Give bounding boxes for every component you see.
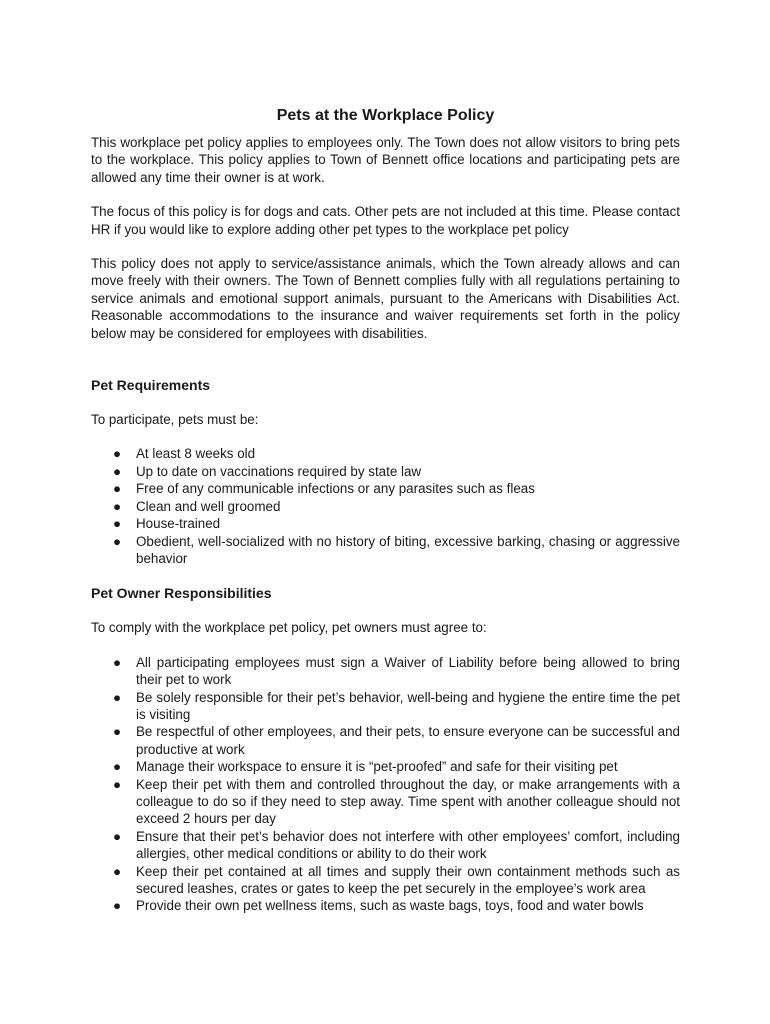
bullet-icon: ●	[113, 724, 122, 740]
list-item: ● Be solely responsible for their pet’s behavior, well-being and hygiene the entire time the pet is visiting	[113, 689, 680, 722]
list-item: ● Manage their workspace to ensure it is “pet-proofed” and safe for their visiting pet	[113, 759, 618, 775]
intro-paragraph-1: This workplace pet policy applies to employees only. The Town does not allow visitors to bring pets to the workplace. This policy applies to Town of Bennett office locations and participating pets are allowed any time their owner is at work.	[91, 135, 680, 185]
bullet-icon: ●	[113, 828, 122, 844]
bullet-icon: ●	[113, 863, 122, 879]
list-item: ● House-trained	[113, 516, 221, 532]
list-item: ● At least 8 weeks old	[113, 446, 256, 462]
list-item: ● Be respectful of other employees, and their pets, to ensure everyone can be successful and productive at work	[113, 724, 680, 757]
list-item: ● Ensure that their pet’s behavior does not interfere with other employees’ comfort, including allergies, other medical conditions or ability to do their work	[113, 828, 680, 862]
bullet-icon: ●	[113, 463, 122, 479]
section-heading-pet-owner-responsibilities: Pet Owner Responsibilities	[91, 585, 272, 602]
pet-owner-responsibilities-list	[91, 654, 680, 915]
bullet-icon: ●	[113, 516, 122, 532]
list-item: ● Keep their pet contained at all times and supply their own containment methods such as secured leashes, crates or gates to keep the pet securely in the employee’s work area	[113, 863, 680, 896]
list-item: ● All participating employees must sign a Waiver of Liability before being allowed to bring their pet to work	[113, 654, 680, 688]
list-item: ● Provide their own pet wellness items, such as waste bags, toys, food and water bowls	[113, 898, 644, 914]
bullet-icon: ●	[113, 498, 122, 514]
page-title: Pets at the Workplace Policy	[276, 107, 495, 124]
bullet-icon: ●	[113, 689, 122, 705]
bullet-icon: ●	[113, 533, 122, 549]
section-lead-pet-requirements: To participate, pets must be:	[91, 412, 259, 428]
bullet-icon: ●	[113, 776, 122, 792]
list-item: ● Clean and well groomed	[113, 498, 281, 514]
list-item: ● Obedient, well-socialized with no history of biting, excessive barking, chasing or aggressive behavior	[113, 533, 680, 566]
bullet-icon: ●	[113, 446, 122, 462]
intro-paragraph-3: This policy does not apply to service/assistance animals, which the Town already allows and can move freely with their owners. The Town of Bennett complies fully with all regulations pertaining to service animals and emotional support animals, pursuant to the Americans with Disabilities Act. Reasonable accommodations to the insurance and waiver requirements set forth in the policy below may be considered for employees with disabilities.	[91, 256, 680, 341]
document-body	[91, 106, 680, 915]
bullet-icon: ●	[113, 759, 122, 775]
pet-requirements-list	[91, 445, 680, 567]
section-heading-pet-requirements: Pet Requirements	[91, 377, 211, 394]
intro-paragraph-2: The focus of this policy is for dogs and cats. Other pets are not included at this time. Please contact HR if you would like to explore adding other pet types to the workplace pet policy	[91, 204, 680, 237]
bullet-icon: ●	[113, 898, 122, 914]
list-item: ● Keep their pet with them and controlled throughout the day, or make arrangements with a colleague to do so if they need to step away. Time spent with another colleague should not exceed 2 hours per day	[113, 776, 680, 827]
list-item: ● Free of any communicable infections or any parasites such as fleas	[113, 481, 535, 497]
list-item: ● Up to date on vaccinations required by state law	[113, 463, 422, 479]
section-lead-pet-owner-responsibilities: To comply with the workplace pet policy, pet owners must agree to:	[91, 620, 487, 636]
bullet-icon: ●	[113, 481, 122, 497]
bullet-icon: ●	[113, 654, 122, 670]
